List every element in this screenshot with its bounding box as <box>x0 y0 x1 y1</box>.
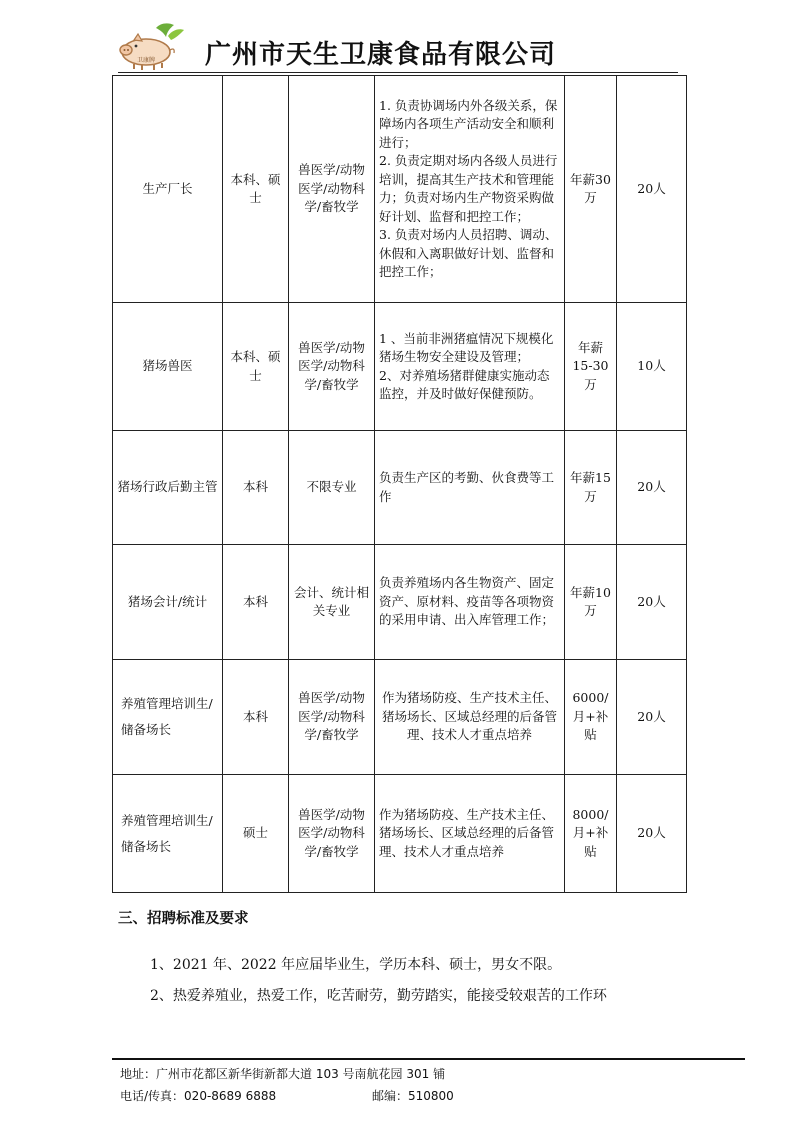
footer-phone: 电话/传真：020-8689 6888 <box>120 1089 277 1103</box>
count-cell: 20人 <box>617 545 687 660</box>
duty-cell <box>375 76 565 303</box>
count-cell: 20人 <box>617 775 687 893</box>
table-row <box>113 660 687 775</box>
salary-cell: 6000/月+补贴 <box>565 660 617 775</box>
duty-item: 3. 负责对场内人员招聘、调动、休假和入离职做好计划、监督和把控工作； <box>379 227 558 279</box>
requirement-paragraph: 2、热爱养殖业，热爱工作，吃苦耐劳，勤劳踏实，能接受较艰苦的工作环 <box>150 988 607 1004</box>
major-cell: 会计、统计相关专业 <box>289 545 375 660</box>
salary-cell: 年薪10万 <box>565 545 617 660</box>
company-name: 广州市天生卫康食品有限公司 <box>205 40 557 70</box>
duty-cell <box>375 660 565 775</box>
table-row <box>113 303 687 431</box>
salary-cell: 年薪15万 <box>565 431 617 545</box>
education-cell: 本科 <box>223 660 289 775</box>
major-cell: 兽医学/动物医学/动物科学/畜牧学 <box>289 303 375 431</box>
education-cell: 硕士 <box>223 775 289 893</box>
pig-logo-icon <box>112 22 186 72</box>
duty-item: 1. 负责协调场内外各级关系，保障场内各项生产活动安全和顺利进行； <box>379 97 558 150</box>
salary-cell: 8000/月+补贴 <box>565 775 617 893</box>
duty-cell <box>375 431 565 545</box>
duty-item: 作为猪场防疫、生产技术主任、猪场场长、区域总经理的后备管理、技术人才重点培养 <box>379 806 555 859</box>
major-cell: 不限专业 <box>289 431 375 545</box>
education-cell: 本科、硕士 <box>223 76 289 303</box>
count-cell: 10人 <box>617 303 687 431</box>
duty-item: 负责生产区的考勤、伙食费等工作 <box>379 470 555 504</box>
position-cell: 养殖管理培训生/储备场长 <box>113 660 223 775</box>
recruitment-table <box>112 75 687 893</box>
duty-item: 2. 负责定期对场内各级人员进行培训，提高其生产技术和管理能力；负责对场内生产物资采购做好计划、监督和把控工作； <box>379 153 558 224</box>
duty-item: 作为猪场防疫、生产技术主任、猪场场长、区域总经理的后备管理、技术人才重点培养 <box>381 690 557 743</box>
footer-address: 地址：广州市花都区新华街新都大道 103 号南航花园 301 铺 <box>120 1067 446 1081</box>
count-cell: 20人 <box>617 76 687 303</box>
table-row <box>113 775 687 893</box>
position-cell: 猪场兽医 <box>113 303 223 431</box>
duty-cell <box>375 303 565 431</box>
position-cell: 猪场行政后勤主管 <box>113 431 223 545</box>
footer-zip: 邮编：510800 <box>372 1089 454 1103</box>
duty-item: 2、对养殖场猪群健康实施动态监控，并及时做好保健预防。 <box>379 367 550 401</box>
table-row <box>113 431 687 545</box>
duty-cell <box>375 775 565 893</box>
major-cell: 兽医学/动物医学/动物科学/畜牧学 <box>289 775 375 893</box>
count-cell: 20人 <box>617 431 687 545</box>
education-cell: 本科 <box>223 545 289 660</box>
position-cell: 生产厂长 <box>113 76 223 303</box>
position-cell: 养殖管理培训生/储备场长 <box>113 775 223 893</box>
major-cell: 兽医学/动物医学/动物科学/畜牧学 <box>289 76 375 303</box>
duty-cell <box>375 545 565 660</box>
letterhead <box>0 0 794 80</box>
duty-item: 负责养殖场内各生物资产、固定资产、原材料、疫苗等各项物资的采用申请、出入库管理工作； <box>379 575 555 628</box>
education-cell: 本科、硕士 <box>223 303 289 431</box>
position-cell: 猪场会计/统计 <box>113 545 223 660</box>
table-row <box>113 545 687 660</box>
section-heading: 三、招聘标准及要求 <box>118 911 249 927</box>
requirement-paragraph: 1、2021 年、2022 年应届毕业生，学历本科、硕士，男女不限。 <box>150 957 562 973</box>
table-row <box>113 76 687 303</box>
major-cell: 兽医学/动物医学/动物科学/畜牧学 <box>289 660 375 775</box>
header-divider <box>118 72 678 73</box>
footer-divider <box>112 1058 745 1060</box>
salary-cell: 年薪30万 <box>565 76 617 303</box>
duty-item: 1 、当前非洲猪瘟情况下规模化猪场生物安全建设及管理； <box>379 330 554 364</box>
logo-text: 卫康牌 <box>136 57 156 64</box>
count-cell: 20人 <box>617 660 687 775</box>
salary-cell: 年薪15-30万 <box>565 303 617 431</box>
education-cell: 本科 <box>223 431 289 545</box>
